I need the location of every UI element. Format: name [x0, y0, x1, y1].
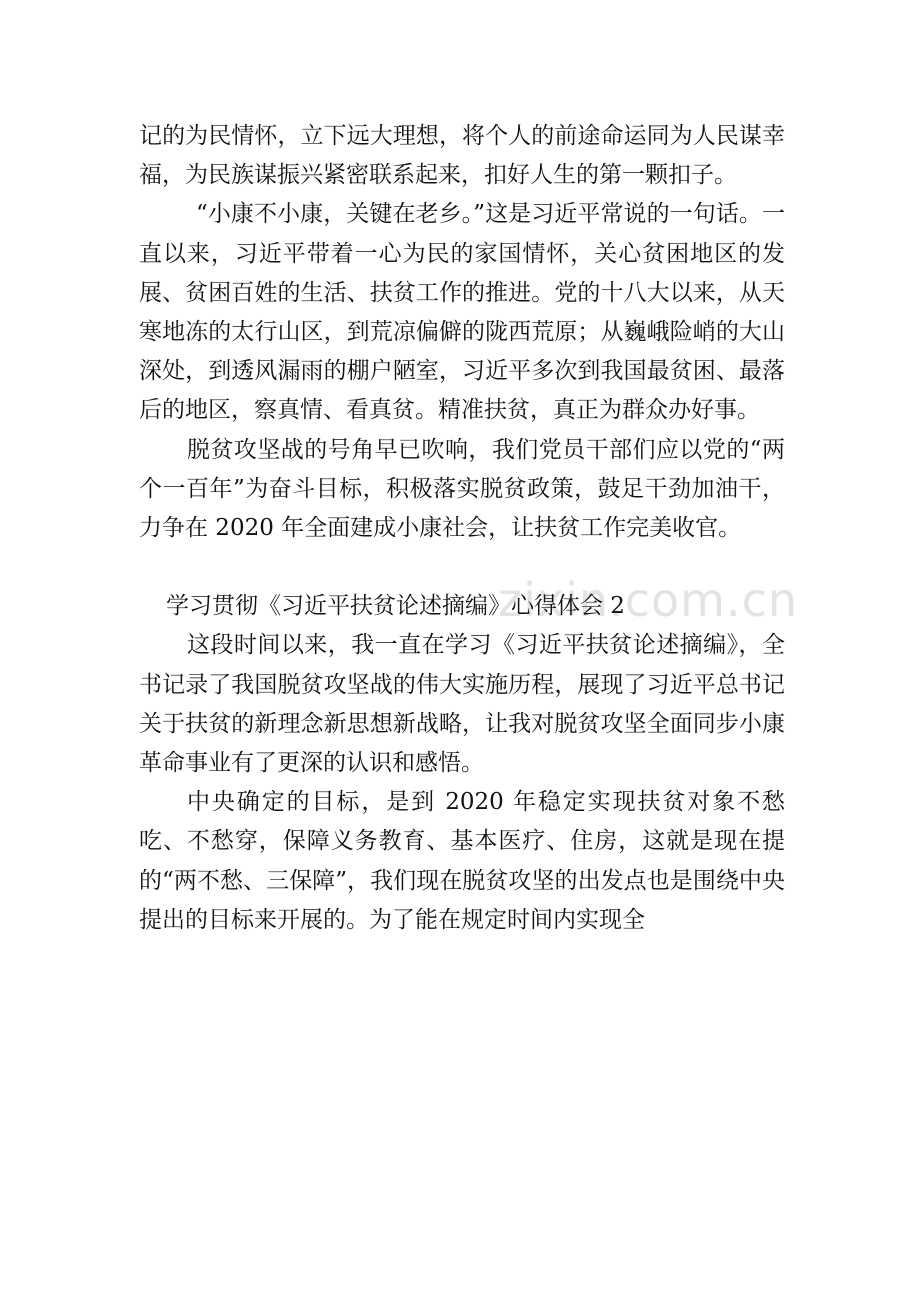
watermark: zixin.com.cn — [498, 573, 799, 627]
paragraph-call-to-action: 脱贫攻坚战的号角早已吹响，我们党员干部们应以党的“两个一百年”为奋斗目标，积极落实脱贫政策，鼓足干劲加油干，力争在 2020 年全面建成小康社会，让扶贫工作完美收官。 — [139, 436, 785, 542]
paragraph-xiaokang: “小康不小康，关键在老乡。”这是习近平常说的一句话。一直以来，习近平带着一心为民的家国情怀，关心贫困地区的发展、贫困百姓的生活、扶贫工作的推进。党的十八大以来，从天寒地冻的太行山区，到荒凉偏僻的陇西荒原；从巍峨险峭的大山深处，到透风漏雨的棚户陋室，习近平多次到我国最贫困、最落后的地区，察真情、看真贫。精准扶贫，真正为群众办好事。 — [139, 201, 785, 424]
paragraph-central-goal: 中央确定的目标，是到 2020 年稳定实现扶贫对象不愁吃、不愁穿，保障义务教育、基本医疗、住房，这就是现在提的“两不愁、三保障”，我们现在脱贫攻坚的出发点也是围绕中央提出的目标来开展的。为了能在规定时间内实现全 — [139, 789, 785, 933]
paragraph-continuation: 记的为民情怀，立下远大理想，将个人的前途命运同为人民谋幸福，为民族谋振兴紧密联系起来，扣好人生的第一颗扣子。 — [139, 123, 785, 189]
section-title: 学习贯彻《习近平扶贫论述摘编》心得体会 2 — [166, 593, 625, 620]
paragraph-study-intro: 这段时间以来，我一直在学习《习近平扶贫论述摘编》，全书记录了我国脱贫攻坚战的伟大实施历程，展现了习近平总书记关于扶贫的新理念新思想新战略，让我对脱贫攻坚全面同步小康革命事业有了更深的认识和感悟。 — [139, 632, 785, 777]
section-spacer — [139, 548, 785, 587]
document-body — [139, 117, 785, 940]
